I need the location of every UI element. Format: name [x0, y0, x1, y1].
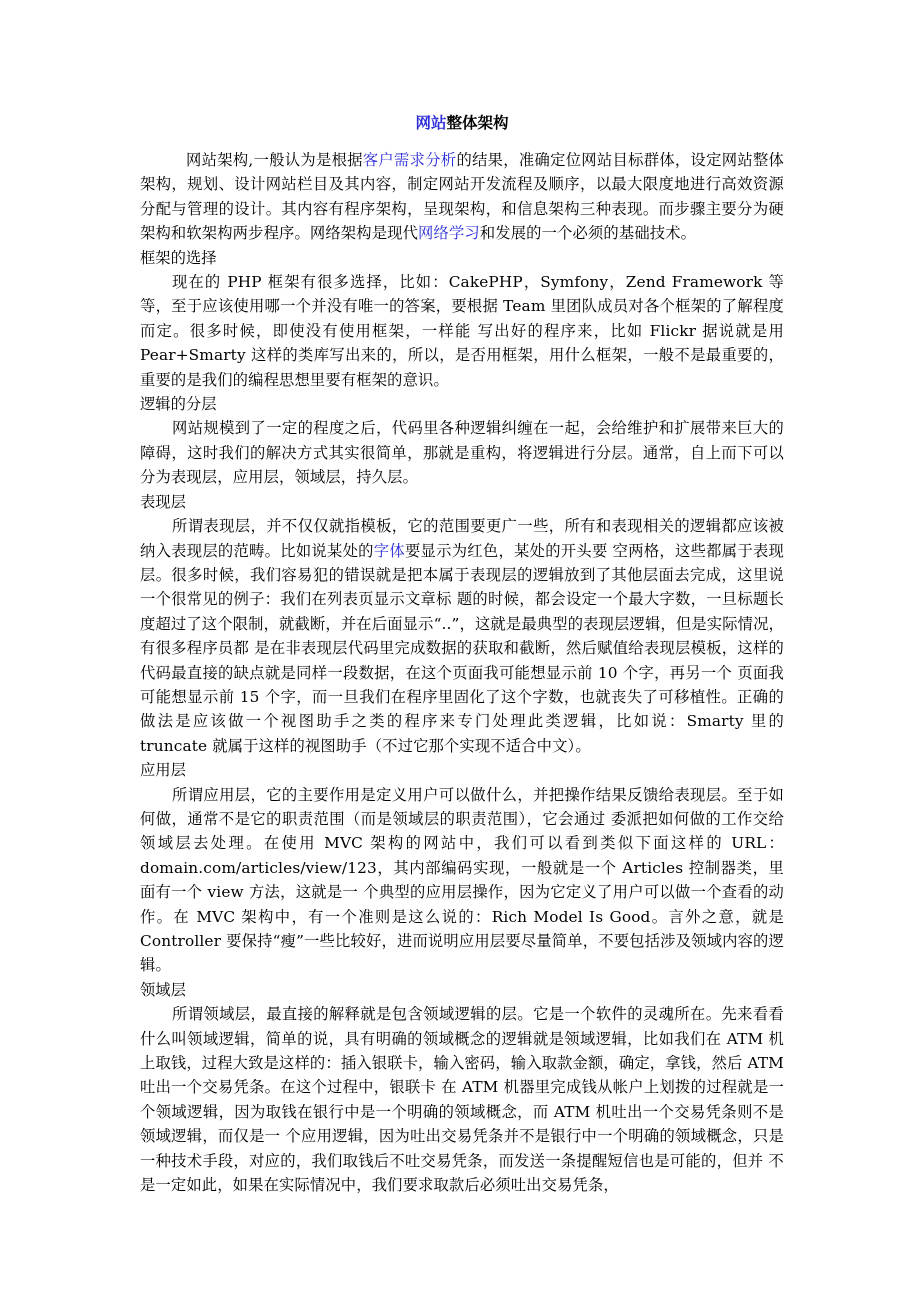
page-title — [140, 108, 784, 138]
layering-paragraph: 网站规模到了一定的程度之后，代码里各种逻辑纠缠在一起，会给维护和扩展带来巨大的障碍，这时我们的解决方式其实很简单，那就是重构，将逻辑进行分层。通常，自上而下可以分为表现层，应用层，领域层，持久层。 — [140, 419, 784, 487]
intro-text-3: 和发展的一个必须的基础技术。 — [479, 224, 697, 243]
document-page — [140, 108, 784, 1197]
customer-needs-link[interactable]: 客户需求分析 — [362, 151, 457, 169]
intro-text-1: 网站架构,一般认为是根据 — [186, 151, 363, 169]
font-link[interactable]: 字体 — [373, 541, 405, 560]
intro-text-2: 的结果，准确定位网站目标群体，设定网站整体架构，规划、设计网站栏目及其内容，制定网站开发流程及顺序，以最大限度地进行高效资源分配与管理的设计。其内容有程序架构，呈现架构，和信息架构三种表现。而步骤主要分为硬架构和软架构两步程序。网络架构是现代 — [140, 151, 785, 243]
framework-heading: 框架的选择 — [140, 248, 217, 267]
presentation-heading: 表现层 — [140, 492, 186, 511]
intro-paragraph — [140, 148, 784, 246]
domain-paragraph: 所谓领域层，最直接的解释就是包含领域逻辑的层。它是一个软件的灵魂所在。先来看看什么叫领域逻辑，简单的说，具有明确的领域概念的逻辑就是领域逻辑，比如我们在 ATM 机上取钱，过程大致是这样的：插入银联卡，输入密码，输入取款金额，确定，拿钱，然后 ATM 吐出一个交易凭条。在这个过程中，银联卡 在 ATM 机器里完成钱从帐户上划拨的过程就是一个领域逻辑，因为取钱在银行中是一个明确的领域概念，而 ATM 机吐出一个交易凭条则不是领域逻辑，而仅是一 个应用逻辑，因为吐出交易凭条并不是银行中一个明确的领域概念，只是一种技术手段，对应的，我们取钱后不吐交易凭条，而发送一条提醒短信也是可能的，但并 不是一定如此，如果在实际情况中，我们要求取款后必须吐出交易凭条， — [140, 1005, 784, 1195]
title-text: 整体架构 — [446, 113, 509, 132]
presentation-text-1: 所谓表现层，并不仅仅就指模板，它的范围要更广一些，所有和表现相关的逻辑都应该被纳入表现层的范畴。比如说某处的 — [140, 517, 784, 560]
application-heading: 应用层 — [140, 761, 186, 780]
presentation-text-2: 要显示为红色，某处的开头要 空两格，这些都属于表现层。很多时候，我们容易犯的错误就是把本属于表现层的逻辑放到了其他层面去完成，这里说一个很常见的例子：我们在列表页显示文章标 题的时候，都会设定一个最大字数，一旦标题长度超过了这个限制，就截断，并在后面显示“..”，这就是最典型的表现层逻辑，但是实际情况，有很多程序员都 是在非表现层代码里完成数据的获取和截断，然后赋值给表现层模板，这样的代码最直接的缺点就是同样一段数据，在这个页面我可能想显示前 10 个字，再另一个 页面我可能想显示前 15 个字，而一旦我们在程序里固化了这个字数，也就丧失了可移植性。正确的做法是应该做一个视图助手之类的程序来专门处理此类逻辑，比如说：Smarty 里的 truncate 就属于这样的视图助手（不过它那个实现不适合中文）。 — [140, 541, 784, 755]
domain-heading: 领域层 — [140, 980, 186, 999]
network-learning-link[interactable]: 网络学习 — [418, 224, 480, 243]
framework-paragraph: 现在的 PHP 框架有很多选择，比如：CakePHP，Symfony，Zend Framework 等等，至于应该使用哪一个并没有唯一的答案，要根据 Team 里团队成员对各个框架的了解程度而定。很多时候，即使没有使用框架，一样能 写出好的程序来，比如 Flickr 据说就是用 Pear+Smarty 这样的类库写出来的，所以，是否用框架，用什么框架，一般不是最重要的，重要的是我们的编程思想里要有框架的意识。 — [140, 273, 784, 389]
application-paragraph: 所谓应用层，它的主要作用是定义用户可以做什么，并把操作结果反馈给表现层。至于如何做，通常不是它的职责范围（而是领域层的职责范围），它会通过 委派把如何做的工作交给领域层去处理。在使用 MVC 架构的网站中，我们可以看到类似下面这样的 URL：domain.com/articles/view/123，其内部编码实现，一般就是一个 Articles 控制器类，里面有一个 view 方法，这就是一 个典型的应用层操作，因为它定义了用户可以做一个查看的动作。在 MVC 架构中，有一个准则是这么说的：Rich Model Is Good。言外之意，就是 Controller 要保持“瘦”一些比较好，进而说明应用层要尽量简单，不要包括涉及领域内容的逻辑。 — [140, 785, 784, 975]
presentation-paragraph — [140, 514, 784, 758]
title-link[interactable]: 网站 — [415, 113, 447, 132]
layering-heading: 逻辑的分层 — [140, 395, 217, 414]
